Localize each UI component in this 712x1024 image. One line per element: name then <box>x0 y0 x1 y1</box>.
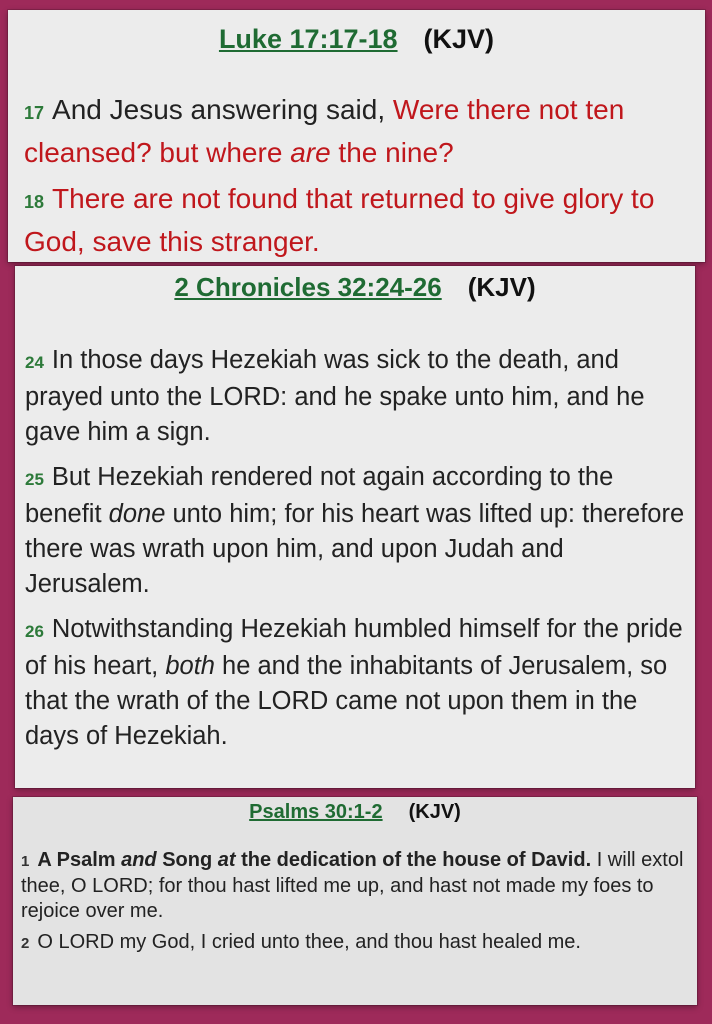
chronicles-passage-card <box>15 266 695 788</box>
passage-body <box>15 343 695 754</box>
verse-2 <box>21 930 689 956</box>
psalm-superscription: A Psalm <box>37 849 122 871</box>
words-of-jesus: Were there not ten cleansed? but where <box>24 94 625 168</box>
passage-header <box>15 272 695 303</box>
italic-word: done <box>108 500 166 528</box>
passage-header <box>8 24 705 55</box>
psalms-passage-card <box>13 797 697 1005</box>
verse-text: In those days Hezekiah was sick to the death, and prayed unto the LORD: and he spake unto him, and he gave him a sign. <box>25 346 645 446</box>
verse-18 <box>24 179 689 262</box>
version-label: (KJV) <box>467 272 536 302</box>
verse-17 <box>24 90 689 173</box>
psalm-superscription: Song <box>156 849 218 871</box>
words-of-jesus: There are not found that returned to give glory to God, save this stranger. <box>24 183 655 257</box>
verse-number: 25 <box>25 470 44 489</box>
chronicles-reference-link[interactable]: 2 Chronicles 32:24-26 <box>174 272 442 302</box>
italic-word: are <box>290 137 331 168</box>
luke-reference-link[interactable]: Luke 17:17-18 <box>218 24 398 54</box>
passage-header <box>13 801 697 824</box>
verse-text: unto him; for his heart was lifted up: therefore there was wrath upon him, and upon Judah and Jerusalem. <box>25 500 685 598</box>
verse-26 <box>25 612 685 754</box>
verse-number: 2 <box>21 935 30 952</box>
verse-number: 24 <box>25 353 44 372</box>
verse-number: 1 <box>21 853 30 870</box>
verse-text: he and the inhabitants of Jerusalem, so that the wrath of the LORD came not upon them in the days of Hezekiah. <box>25 652 668 750</box>
verse-text: I will extol thee, O LORD; for thou hast lifted me up, and hast not made my foes to rejoice over me. <box>21 849 684 922</box>
italic-word: at <box>217 849 236 871</box>
words-of-jesus: the nine? <box>330 137 454 168</box>
psalms-reference-link[interactable]: Psalms 30:1-2 <box>249 801 383 823</box>
verse-text: O LORD my God, I cried unto thee, and thou hast healed me. <box>37 931 581 953</box>
italic-word: both <box>165 652 215 680</box>
verse-24 <box>25 343 685 450</box>
passage-body <box>13 848 697 956</box>
verse-25 <box>25 460 685 602</box>
luke-passage-card <box>8 10 705 262</box>
verse-number: 17 <box>24 103 45 123</box>
version-label: (KJV) <box>408 801 461 823</box>
verse-number: 26 <box>25 622 44 641</box>
version-label: (KJV) <box>423 24 495 54</box>
verse-number: 18 <box>24 192 45 212</box>
verse-1 <box>21 848 689 924</box>
passage-body <box>8 90 705 262</box>
verse-text: But Hezekiah rendered not again according to the benefit <box>25 463 614 528</box>
verse-text: Notwithstanding Hezekiah humbled himself for the pride of his heart, <box>25 615 683 680</box>
verse-text: And Jesus answering said, <box>52 94 393 125</box>
italic-word: and <box>121 849 157 871</box>
psalm-superscription: the dedication of the house of David. <box>235 849 592 871</box>
